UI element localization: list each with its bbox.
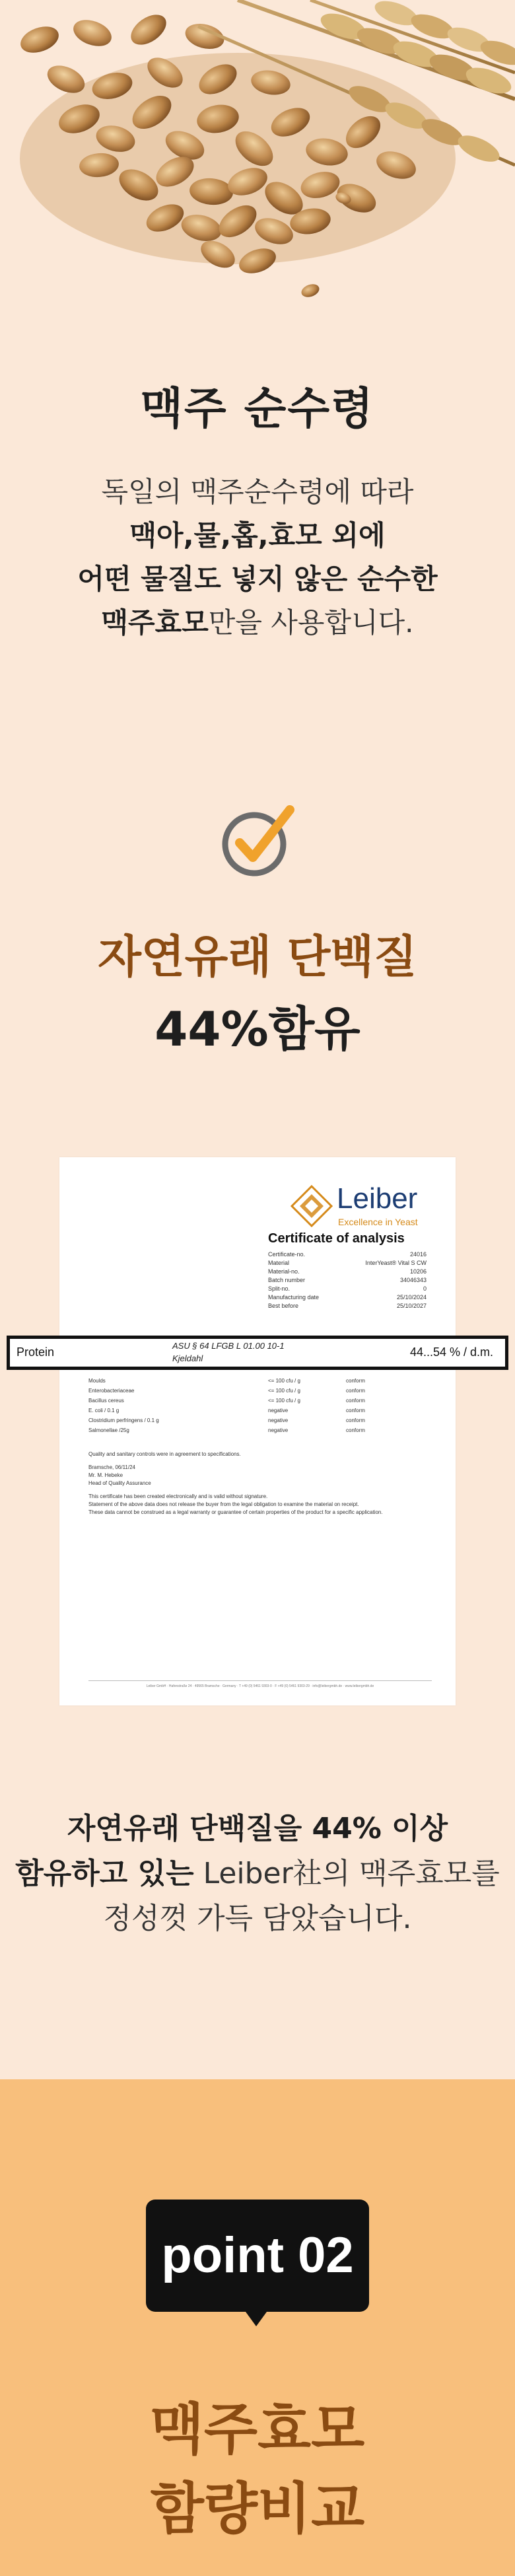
- row-parameter: Enterobacteriaceae: [88, 1388, 135, 1394]
- protein-desc-line-3: 정성껏 가득 담았습니다.: [103, 1902, 412, 1935]
- protein-value: 44...54 % / d.m.: [409, 1345, 493, 1359]
- disclaimer-2: Statement of the above data does not release the buyer from the legal obligation to examine the material on receipt.: [88, 1501, 359, 1507]
- row-specification: <= 100 cfu / g: [268, 1398, 300, 1404]
- protein-desc-line-2: [0, 1851, 515, 1896]
- protein-method-line-1: ASU § 64 LFGB L 01.00 10-1: [172, 1341, 285, 1351]
- certificate-info-row: [268, 1277, 427, 1285]
- quality-note: Quality and sanitary controls were in agreement to specifications.: [88, 1451, 241, 1457]
- headline-natural-protein: 자연유래 단백질: [98, 931, 417, 984]
- wheat-grains-illustration: [0, 0, 515, 343]
- info-key: Material-no.: [268, 1268, 300, 1275]
- table-row: [88, 1398, 432, 1408]
- headline-yeast-content-comparison: [0, 2390, 515, 2548]
- footer-divider: [88, 1680, 432, 1681]
- info-key: Material: [268, 1260, 290, 1266]
- purity-line-2: 맥아,물,홉,효모 외에: [129, 519, 386, 552]
- info-key: Manufacturing date: [268, 1294, 320, 1301]
- check-circle-icon: [221, 805, 295, 877]
- purity-line-4-bold: 맥주효모: [101, 606, 209, 639]
- table-row: [88, 1417, 432, 1427]
- certificate-of-analysis-image: [59, 1157, 456, 1705]
- leiber-logo-icon: [291, 1185, 333, 1227]
- purity-line-3: 어떤 물질도 넣지 않은 순수한: [77, 563, 438, 595]
- leiber-logo: [291, 1182, 423, 1229]
- info-key: Best before: [268, 1303, 299, 1309]
- info-value: 0: [423, 1285, 427, 1292]
- signer-name: Mr. M. Hebeke: [88, 1472, 123, 1478]
- certificate-info-list: [268, 1251, 427, 1311]
- row-parameter: Bacillus cereus: [88, 1398, 124, 1404]
- purity-line-1: 독일의 맥주순수령에 따라: [101, 476, 414, 508]
- point-badge: point 02: [146, 2200, 369, 2312]
- certificate-info-row: [268, 1260, 427, 1268]
- headline-yeast-content-line-1: 맥주효모: [150, 2397, 365, 2462]
- certificate-footer: Leiber GmbH · Hafenstraße 24 · 49565 Bramsche · Germany · T +49 (0) 5461 9303-0 · F +49 (0) 5461 9303-29 · info@leibergmbh.de · www.leibergmbh.de: [146, 1684, 374, 1688]
- info-value: 10206: [409, 1268, 427, 1275]
- info-value: InterYeast® Vital S CW: [365, 1260, 427, 1266]
- purity-law-description: [0, 470, 515, 645]
- purity-line-4: [0, 601, 515, 645]
- row-analysis: conform: [346, 1408, 365, 1413]
- protein-highlight-row: [7, 1336, 508, 1370]
- purity-line-4-rest: 만을 사용합니다.: [208, 606, 414, 639]
- certificate-title: Certificate of analysis: [268, 1231, 405, 1246]
- protein-description: [0, 1807, 515, 1941]
- disclaimer-3: These data cannot be construed as a legal warranty or guarantee of certain properties of the product for a specific application.: [88, 1509, 383, 1515]
- row-specification: <= 100 cfu / g: [268, 1388, 300, 1394]
- info-key: Batch number: [268, 1277, 306, 1283]
- info-value: 25/10/2024: [396, 1294, 427, 1301]
- row-specification: <= 100 cfu / g: [268, 1378, 300, 1384]
- row-parameter: E. coli / 0.1 g: [88, 1408, 120, 1413]
- row-parameter: Clostridium perfringens / 0.1 g: [88, 1417, 159, 1423]
- disclaimer-1: This certificate has been created electronically and is valid without signature.: [88, 1493, 268, 1499]
- protein-parameter: Protein: [17, 1345, 55, 1359]
- leiber-logo-word: Leiber: [337, 1182, 418, 1215]
- table-row: [88, 1378, 432, 1388]
- info-key: Split-no.: [268, 1285, 291, 1292]
- row-specification: negative: [268, 1427, 289, 1433]
- signer-title: Head of Quality Assurance: [88, 1480, 151, 1486]
- row-specification: negative: [268, 1417, 289, 1423]
- certificate-table-rows: [88, 1378, 432, 1437]
- leiber-logo-tagline: Excellence in Yeast: [338, 1217, 418, 1227]
- row-analysis: conform: [346, 1378, 365, 1384]
- row-analysis: conform: [346, 1427, 365, 1433]
- protein-desc-line-2-rest: Leiber社의 맥주효모를: [193, 1857, 500, 1890]
- wheat-hero-image: [0, 0, 515, 343]
- table-row: [88, 1388, 432, 1398]
- row-analysis: conform: [346, 1417, 365, 1423]
- row-analysis: conform: [346, 1388, 365, 1394]
- point-badge-pointer: [246, 2312, 267, 2326]
- certificate-notes: [88, 1450, 432, 1517]
- protein-method-line-2: Kjeldahl: [172, 1353, 203, 1363]
- info-value: 34046343: [399, 1277, 427, 1283]
- row-parameter: Salmonellae /25g: [88, 1427, 129, 1433]
- headline-yeast-content-line-2: 함량비교: [150, 2476, 365, 2541]
- protein-desc-line-2-bold: 함유하고 있는: [15, 1857, 194, 1890]
- headline-protein-percent: 44%함유: [154, 1001, 360, 1057]
- info-value: 24016: [409, 1251, 427, 1258]
- section-title-beer-purity-law: 맥주 순수령: [141, 383, 374, 434]
- row-analysis: conform: [346, 1398, 365, 1404]
- place-date: Bramsche, 06/11/24: [88, 1464, 136, 1470]
- row-specification: negative: [268, 1408, 289, 1413]
- row-parameter: Moulds: [88, 1378, 106, 1384]
- certificate-info-row: [268, 1251, 427, 1260]
- table-row: [88, 1427, 432, 1437]
- table-row: [88, 1408, 432, 1417]
- certificate-info-row: [268, 1303, 427, 1311]
- protein-desc-line-1: 자연유래 단백질을 44% 이상: [67, 1812, 448, 1845]
- info-value: 25/10/2027: [396, 1303, 427, 1309]
- certificate-info-row: [268, 1285, 427, 1294]
- certificate-info-row: [268, 1268, 427, 1277]
- certificate-info-row: [268, 1294, 427, 1303]
- info-key: Certificate-no.: [268, 1251, 306, 1258]
